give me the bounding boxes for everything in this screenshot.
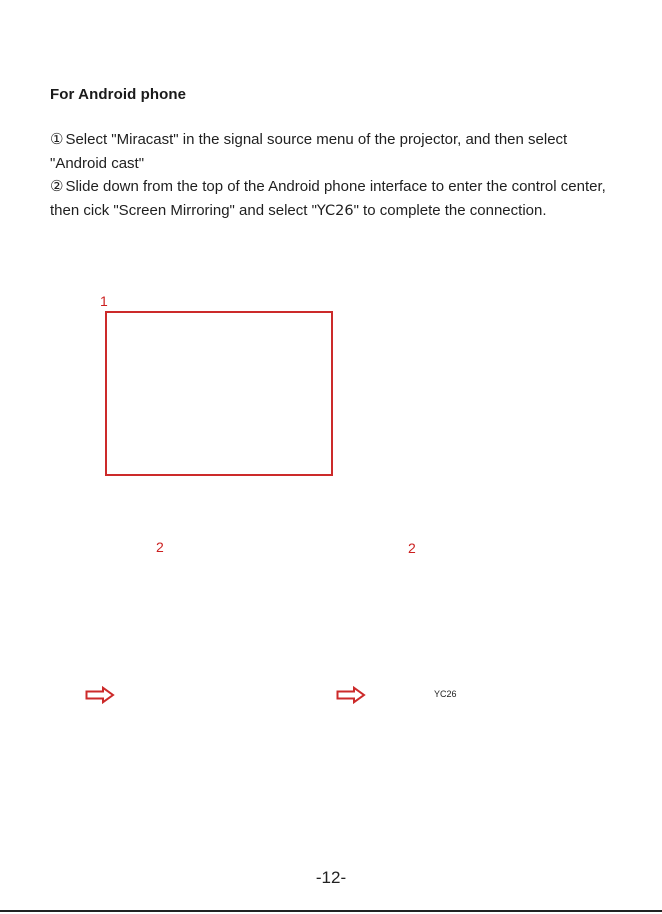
device-name-label: YC26: [434, 689, 457, 699]
instruction-steps: [50, 128, 650, 223]
step-1-marker: ①: [50, 131, 64, 148]
page-number: -12-: [315, 868, 347, 887]
callout-number-2-right: 2: [408, 540, 416, 556]
step-2-text-before: then cick "Screen Mirroring" and select ": [50, 201, 317, 219]
highlight-box: [105, 311, 333, 476]
step-2-device-name: YC26: [316, 202, 354, 219]
callout-number-2-left: 2: [156, 539, 164, 555]
step-1-line-1: [50, 128, 650, 152]
step-1-line-2: [50, 152, 650, 176]
bottom-rule: [0, 910, 662, 912]
step-2-line-2: [50, 199, 650, 224]
step-1-text: Select "Miracast" in the signal source menu of the projector, and then select: [65, 131, 568, 148]
right-arrow-icon: [85, 686, 115, 704]
step-2-marker: ②: [50, 178, 64, 195]
section-heading: For Android phone: [50, 86, 187, 103]
step-2-text: Slide down from the top of the Android phone interface to enter the control center,: [65, 178, 606, 195]
step-1-text-cont: "Android cast": [50, 154, 145, 172]
step-2-line-1: [50, 175, 650, 199]
callout-number-1: 1: [100, 293, 108, 309]
right-arrow-icon: [336, 686, 366, 704]
step-2-text-after: " to complete the connection.: [353, 201, 547, 219]
